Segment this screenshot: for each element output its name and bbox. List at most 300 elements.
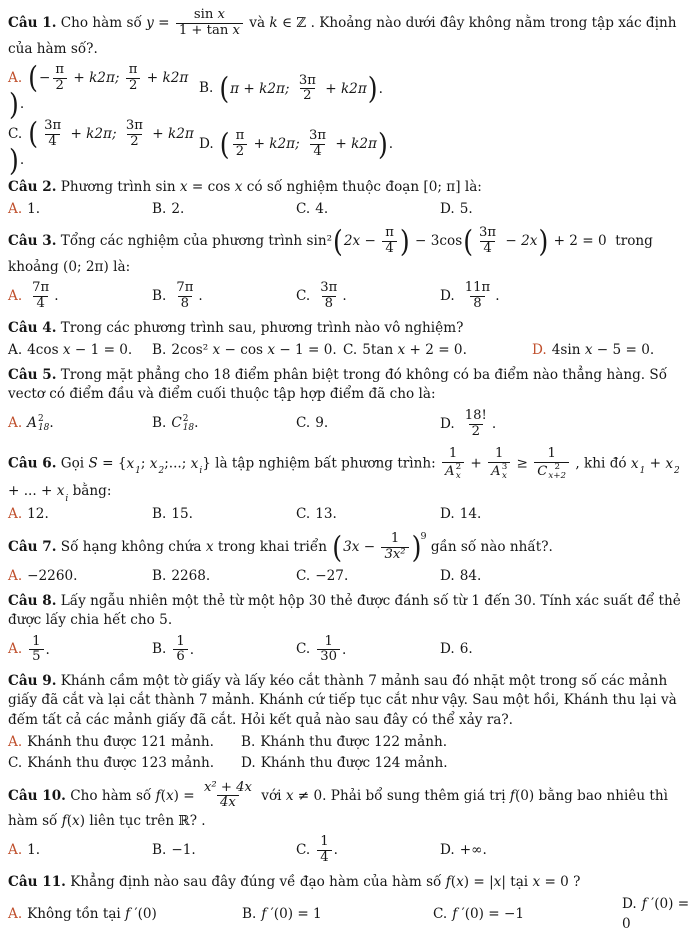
subscript: x xyxy=(455,471,461,482)
option-letter: A. xyxy=(8,415,23,432)
question-stem xyxy=(8,178,692,197)
option-letter: C. xyxy=(296,505,311,522)
fraction xyxy=(176,8,243,39)
option-letter: B. xyxy=(152,341,167,358)
denominator: 4 xyxy=(310,144,324,160)
option-D xyxy=(440,408,692,441)
option-letter: A. xyxy=(8,200,23,217)
options-row xyxy=(8,634,692,667)
base-with-scripts xyxy=(56,482,69,504)
text-run: ′(0) = 0 xyxy=(622,896,694,932)
base-with-scripts xyxy=(665,455,680,477)
text-run: ;...; xyxy=(164,455,191,472)
question-label: Câu 5. xyxy=(8,367,57,384)
option-D xyxy=(440,280,692,313)
text-run: ≥ xyxy=(512,455,533,472)
numerator xyxy=(191,8,228,23)
options-row xyxy=(8,895,692,934)
question-5 xyxy=(8,366,692,440)
question-stem xyxy=(8,7,692,59)
text-run: = xyxy=(153,14,174,31)
fraction xyxy=(488,447,510,481)
math-run: x xyxy=(285,787,294,804)
option-letter: D. xyxy=(241,755,256,772)
denominator xyxy=(176,23,243,39)
fraction xyxy=(534,447,569,481)
question-stem xyxy=(8,873,692,892)
option-B xyxy=(152,841,292,860)
denominator: 2 xyxy=(53,78,67,94)
text-run: 13. xyxy=(315,505,337,522)
math-run: x xyxy=(179,178,188,195)
denominator xyxy=(488,462,510,481)
math-run: f xyxy=(61,813,67,830)
text-run: 1 + tan xyxy=(178,22,233,38)
option-A-correct xyxy=(8,567,148,586)
text-run: −2260. xyxy=(27,567,78,584)
fraction xyxy=(29,635,43,666)
question-label: Câu 6. xyxy=(8,455,57,472)
option-C xyxy=(8,116,195,179)
question-3 xyxy=(8,225,692,312)
numerator: 1 xyxy=(324,633,333,649)
stretched-paren: ( xyxy=(332,529,343,565)
numerator: 3π xyxy=(125,117,143,133)
math-run: π + k2π; xyxy=(230,80,294,97)
text-run: − 1 = 0. xyxy=(70,341,133,358)
option-C xyxy=(296,200,436,219)
numerator: 3π xyxy=(479,225,497,241)
option-C xyxy=(296,414,436,433)
text-run: 1. xyxy=(27,200,41,217)
math-run: S xyxy=(88,455,98,472)
math-run: − xyxy=(38,69,51,86)
question-stem xyxy=(8,530,692,564)
fraction xyxy=(381,532,408,563)
question-stem xyxy=(8,592,692,631)
denominator: 4 xyxy=(480,241,494,257)
denominator xyxy=(381,547,408,563)
text-run: Trong mặt phẳng cho 18 điểm phân biệt trong đó không có ba điểm nào thẳng hàng. Số vectơ có điểm đầu và điểm cuối thuộc tập hợp điểm đã cho là: xyxy=(8,367,672,403)
text-run: 9. xyxy=(315,415,329,432)
question-10 xyxy=(8,780,692,867)
option-letter: B. xyxy=(152,505,167,522)
script-base: A xyxy=(27,415,37,432)
option-letter: B. xyxy=(242,905,257,922)
option-letter: D. xyxy=(440,200,455,217)
numerator: 1 xyxy=(176,633,185,649)
option-C xyxy=(8,754,237,773)
option-letter: C. xyxy=(296,842,311,859)
numerator: 3π xyxy=(298,72,316,88)
text-run: −1. xyxy=(171,842,196,859)
option-B xyxy=(242,905,429,924)
text-run: Lấy ngẫu nhiên một thẻ từ một hộp 30 thẻ được đánh số từ 1 đến 30. Tính xác suất để thẻ được lấy chia hết cho 5. xyxy=(8,593,686,629)
numerator: 7π xyxy=(176,280,194,296)
text-run: Cho hàm số xyxy=(65,787,156,804)
fraction xyxy=(317,835,331,866)
math-run: x xyxy=(72,813,80,830)
question-stem xyxy=(8,446,692,504)
text-run: −27. xyxy=(315,567,349,584)
text-run: = cos xyxy=(187,178,235,195)
question-label: Câu 8. xyxy=(8,593,57,610)
stretched-paren: ) xyxy=(9,143,19,179)
math-run: k xyxy=(269,14,278,31)
text-run: và xyxy=(244,14,270,31)
text-run: ) liên tục trên ℝ? . xyxy=(79,813,206,830)
fraction xyxy=(123,119,146,150)
script-base: x xyxy=(665,455,674,472)
text-run: − 5 = 0. xyxy=(592,341,655,358)
option-letter: A. xyxy=(8,842,23,859)
text-run: . xyxy=(189,641,195,658)
math-run: f xyxy=(509,787,515,804)
superscript: 2 xyxy=(455,462,462,473)
math-run: + k2π xyxy=(147,125,194,142)
text-run: Phương trình sin xyxy=(56,178,180,195)
math-run: x xyxy=(205,538,214,555)
options-row xyxy=(8,505,692,524)
base-with-scripts xyxy=(491,463,507,481)
math-run: f xyxy=(445,874,451,890)
text-run: có số nghiệm thuộc đoạn [0; π] là: xyxy=(242,178,482,195)
question-9 xyxy=(8,672,692,773)
text-run: Số hạng không chứa xyxy=(56,538,206,555)
text-run: Khánh thu được 123 mảnh. xyxy=(27,755,215,772)
denominator: 6 xyxy=(173,649,187,665)
stretched-paren: ( xyxy=(28,116,39,152)
option-letter: C. xyxy=(8,125,23,142)
text-run: , khi đó xyxy=(571,455,631,472)
options-row xyxy=(8,733,692,774)
option-D xyxy=(199,128,692,161)
numerator: π xyxy=(128,61,138,77)
numerator: 1 xyxy=(448,446,458,462)
script-base: x xyxy=(56,483,65,500)
option-B xyxy=(152,200,292,219)
option-letter: C. xyxy=(296,567,311,584)
stretched-paren: ) xyxy=(367,71,378,106)
math-run: 2x − xyxy=(343,233,381,249)
option-letter: D. xyxy=(440,505,455,522)
math-run: 3x² xyxy=(384,546,406,562)
denominator: 5 xyxy=(29,649,43,665)
text-run: + xyxy=(645,455,666,472)
scripts-column xyxy=(456,463,462,481)
option-A-correct xyxy=(8,505,148,524)
text-run: Cho hàm số xyxy=(56,14,147,31)
stretched-paren: ) xyxy=(538,223,549,259)
option-C xyxy=(343,341,528,360)
question-stem xyxy=(8,366,692,405)
script-base: x xyxy=(190,455,199,472)
numerator: π xyxy=(385,225,394,241)
math-run: x xyxy=(532,874,541,890)
option-letter: B. xyxy=(199,80,214,97)
options-row xyxy=(8,280,692,313)
text-run: . xyxy=(378,80,383,97)
option-B xyxy=(152,341,339,360)
math-run: + k2π xyxy=(320,80,367,97)
text-run: 2cos² xyxy=(171,341,213,358)
fraction xyxy=(126,63,141,94)
subscript: x xyxy=(502,471,507,482)
options-row xyxy=(8,834,692,867)
subscript: x+2 xyxy=(548,471,567,482)
math-run: f xyxy=(125,905,131,922)
text-run: ; xyxy=(140,455,150,472)
text-run: ′(0) xyxy=(130,905,157,922)
text-run: . xyxy=(45,641,50,658)
option-C xyxy=(296,505,436,524)
text-run: Khẳng định nào sau đây đúng về đạo hàm của hàm số xyxy=(65,874,446,890)
question-stem xyxy=(8,225,692,277)
option-D xyxy=(440,200,692,219)
question-label: Câu 4. xyxy=(8,319,57,336)
text-run: (0) bằng bao nhiêu thì hàm số xyxy=(8,787,673,830)
stretched-paren: ( xyxy=(219,71,230,106)
option-letter: C. xyxy=(296,415,311,432)
text-run: Khánh thu được 124 mảnh. xyxy=(260,755,448,772)
math-run: f xyxy=(261,905,267,922)
text-run: gần số nào nhất?. xyxy=(426,538,553,555)
stretched-paren: ( xyxy=(28,60,38,96)
option-B xyxy=(241,733,692,752)
fraction xyxy=(442,447,464,481)
options-row xyxy=(8,200,692,219)
denominator: 2 xyxy=(126,78,140,94)
text-run: − 3cos xyxy=(410,233,463,249)
option-letter: D. xyxy=(532,341,547,358)
math-run: + k2π; xyxy=(249,136,305,153)
text-run: + ... + xyxy=(8,455,685,500)
option-letter: D. xyxy=(622,896,637,913)
scripts-column xyxy=(183,415,194,434)
text-run: − 1 = 0. xyxy=(275,341,337,358)
question-label: Câu 1. xyxy=(8,14,57,31)
fraction xyxy=(233,129,248,160)
math-run: + k2π; xyxy=(66,125,121,142)
option-letter: C. xyxy=(433,905,448,922)
math-run: − 2x xyxy=(501,233,538,249)
text-run: = { xyxy=(97,455,127,472)
text-run: Không tồn tại xyxy=(27,905,126,922)
option-letter: A. xyxy=(8,341,23,358)
question-stem xyxy=(8,672,692,730)
text-run: + 2 = 0. xyxy=(405,341,467,358)
script-base: C xyxy=(171,415,182,432)
text-run: +∞. xyxy=(459,842,487,859)
fraction xyxy=(41,119,64,150)
superscript: 2 xyxy=(182,413,189,424)
text-run: . xyxy=(49,415,54,432)
denominator: 4 xyxy=(45,134,59,150)
text-run: = 0 ? xyxy=(540,874,581,890)
text-run: Khánh thu được 122 mảnh. xyxy=(260,734,448,751)
script-base: A xyxy=(491,463,501,479)
subscript: i xyxy=(199,466,203,477)
options-row xyxy=(8,60,692,179)
denominator: 2 xyxy=(469,424,483,440)
numerator: 1 xyxy=(547,446,556,462)
text-run: Khánh thu được 121 mảnh. xyxy=(27,734,214,751)
option-letter: C. xyxy=(296,287,311,304)
text-run: ( xyxy=(450,874,457,890)
denominator: 8 xyxy=(470,296,484,312)
denominator: 4 xyxy=(317,850,331,866)
question-7 xyxy=(8,530,692,586)
question-label: Câu 10. xyxy=(8,787,66,804)
superscript: 2 xyxy=(37,413,44,424)
text-run: 14. xyxy=(459,505,482,522)
question-4 xyxy=(8,319,692,361)
option-letter: A. xyxy=(8,567,23,584)
option-A-correct xyxy=(8,634,148,667)
text-run: 12. xyxy=(27,505,49,522)
math-run: x xyxy=(165,787,174,804)
math-run: + k2π; xyxy=(69,69,124,86)
option-A-correct xyxy=(8,905,238,924)
math-run: f xyxy=(155,787,161,804)
numerator xyxy=(201,781,255,796)
text-run: . xyxy=(198,287,203,304)
question-label: Câu 7. xyxy=(8,538,57,555)
option-letter: D. xyxy=(199,136,214,153)
text-run: sin xyxy=(193,7,218,22)
base-with-scripts xyxy=(171,414,194,433)
numerator: 7π xyxy=(32,280,50,296)
math-run: x xyxy=(234,178,243,195)
fraction xyxy=(173,281,196,312)
text-run: Tổng các nghiệm của phương trình sin² xyxy=(56,233,333,249)
option-C xyxy=(296,834,436,867)
math-run: y xyxy=(146,14,154,31)
option-C xyxy=(296,280,436,313)
option-letter: B. xyxy=(152,567,167,584)
option-letter: D. xyxy=(440,567,455,584)
option-D xyxy=(440,567,692,586)
fraction xyxy=(462,409,490,440)
denominator xyxy=(534,462,569,481)
text-run: 2268. xyxy=(171,567,211,584)
math-run: 3x − xyxy=(343,538,380,555)
option-letter: A. xyxy=(8,905,23,922)
subscript: 18 xyxy=(37,422,50,433)
subscript: 1 xyxy=(639,466,646,477)
numerator: 3π xyxy=(44,117,62,133)
option-D xyxy=(622,895,692,934)
text-run: bằng: xyxy=(68,483,112,500)
math-run: x xyxy=(456,874,464,890)
option-A-correct xyxy=(8,414,148,433)
text-run: . xyxy=(491,415,497,432)
math-run: x xyxy=(397,341,406,358)
denominator: 4 xyxy=(382,241,396,257)
option-letter: D. xyxy=(440,641,455,658)
options-row xyxy=(8,341,692,360)
fraction xyxy=(306,129,329,160)
option-A-correct xyxy=(8,733,237,752)
superscript: 2 xyxy=(554,462,560,473)
text-run: Trong các phương trình sau, phương trình nào vô nghiệm? xyxy=(56,319,464,336)
option-letter: D. xyxy=(440,842,455,859)
denominator xyxy=(442,462,464,481)
numerator: 11π xyxy=(464,280,491,296)
option-B xyxy=(199,73,692,106)
text-run: 4sin xyxy=(551,341,585,358)
option-letter: C. xyxy=(296,200,311,217)
option-D xyxy=(440,505,692,524)
numerator: 1 xyxy=(32,633,41,649)
option-B xyxy=(152,280,292,313)
math-run: + k2π xyxy=(331,136,377,153)
subscript: 1 xyxy=(135,466,141,477)
base-with-scripts xyxy=(126,455,141,477)
base-with-scripts xyxy=(537,463,566,481)
math-run: x xyxy=(212,341,221,358)
option-C xyxy=(433,905,618,924)
text-run: − cos xyxy=(220,341,268,358)
exponent: 9 xyxy=(420,531,427,543)
numerator: 1 xyxy=(320,834,329,850)
math-run: f xyxy=(452,905,458,922)
text-run: Gọi xyxy=(56,455,89,472)
option-B xyxy=(152,567,292,586)
math-run: + k2π xyxy=(142,69,189,86)
base-with-scripts xyxy=(190,455,203,477)
option-B xyxy=(152,505,292,524)
text-run: | tại xyxy=(501,874,533,890)
stretched-paren: ( xyxy=(219,127,230,162)
option-D xyxy=(241,754,692,773)
fraction xyxy=(462,281,493,312)
scripts-column xyxy=(502,463,508,481)
text-run: . xyxy=(54,287,59,304)
math-run: x xyxy=(217,7,225,22)
text-run: + xyxy=(466,455,487,472)
numerator: 3π xyxy=(309,128,327,144)
option-A-correct xyxy=(8,60,195,123)
text-run: . xyxy=(19,152,25,169)
script-base: A xyxy=(445,463,455,479)
text-run: 15. xyxy=(171,505,193,522)
math-run: x² + 4x xyxy=(203,779,252,795)
text-run: . xyxy=(342,641,347,658)
fraction xyxy=(52,63,67,94)
stretched-paren: ( xyxy=(463,223,474,259)
fraction xyxy=(201,781,255,812)
option-A xyxy=(8,341,148,360)
stretched-paren: ( xyxy=(333,223,343,259)
denominator xyxy=(217,795,239,811)
stretched-paren: ) xyxy=(9,87,19,123)
option-D xyxy=(440,841,692,860)
text-run: 5tan xyxy=(362,341,398,358)
subscript: 18 xyxy=(182,422,195,433)
text-run: 2. xyxy=(171,200,185,217)
option-A-correct xyxy=(8,200,148,219)
option-A-correct xyxy=(8,280,148,313)
script-base: x xyxy=(149,455,158,472)
option-letter: A. xyxy=(8,505,23,522)
text-run: ( xyxy=(66,813,73,830)
text-run: với xyxy=(256,787,286,804)
numerator: 3π xyxy=(320,280,338,296)
question-label: Câu 3. xyxy=(8,233,57,249)
script-base: C xyxy=(537,463,548,479)
stretched-paren: ) xyxy=(411,529,422,565)
